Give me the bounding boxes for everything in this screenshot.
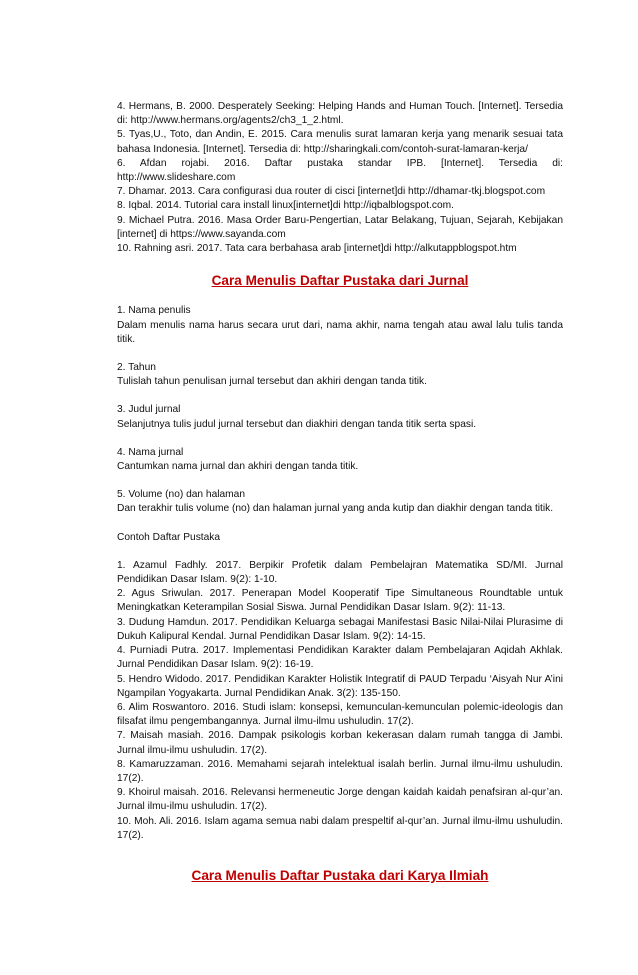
step-text: Tulislah tahun penulisan jurnal tersebut dan akhiri dengan tanda titik. bbox=[117, 376, 427, 388]
step-text: Cantumkan nama jurnal dan akhiri dengan tanda titik. bbox=[117, 461, 359, 473]
contoh-label: Contoh Daftar Pustaka bbox=[117, 531, 221, 543]
reference-item: 6. Afdan rojabi. 2016. Daftar pustaka standar IPB. [Internet]. Tersedia di: http://www.slideshare.com bbox=[117, 157, 563, 184]
example-item: 4. Purniadi Putra. 2017. Implementasi Pendidikan Karakter dalam Pembelajaran Aqidah Akhlak. Jurnal Pendidikan Dasar Islam. 9(2): 16-19. bbox=[117, 645, 563, 671]
reference-item: 8. Iqbal. 2014. Tutorial cara install linux[internet]di http://iqbalblogspot.com. bbox=[117, 200, 454, 212]
step-title: 2. Tahun bbox=[117, 362, 156, 374]
reference-item: 5. Tyas,U., Toto, dan Andin, E. 2015. Cara menulis surat lamaran kerja yang menarik sesuai tata bahasa Indonesia. [Internet]. Tersedia di: http://sharingkali.com/contoh-surat-lamaran-kerja/ bbox=[117, 129, 563, 155]
example-item: 2. Agus Sriwulan. 2017. Penerapan Model Kooperatif Tipe Simultaneous Roundtable untuk Meningkatkan Keterampilan Sosial Siswa. Jurnal Pendidikan Dasar Islam. 9(2): 11-13. bbox=[117, 588, 563, 614]
document-page bbox=[117, 100, 563, 883]
step-title: 1. Nama penulis bbox=[117, 305, 191, 317]
step-title: 3. Judul jurnal bbox=[117, 404, 181, 416]
reference-item: 10. Rahning asri. 2017. Tata cara berbahasa arab [internet]di http://alkutappblogspot.htm bbox=[117, 243, 517, 255]
reference-list-top bbox=[117, 100, 563, 256]
reference-item: 7. Dhamar. 2013. Cara configurasi dua router di cisci [internet]di http://dhamar-tkj.blogspot.com bbox=[117, 186, 546, 198]
reference-item: 4. Hermans, B. 2000. Desperately Seeking: Helping Hands and Human Touch. [Internet]. Tersedia di: http://www.hermans.org/agents2/ch3_1_2.html. bbox=[117, 101, 563, 127]
step-title: 4. Nama jurnal bbox=[117, 446, 184, 458]
step-text: Dan terakhir tulis volume (no) dan halaman jurnal yang anda kutip dan diakhir dengan tanda titik. bbox=[117, 503, 554, 515]
example-item: 7. Maisah masiah. 2016. Dampak psikologis korban kekerasan dalam rumah tangga di Jambi. Jurnal ilmu-ilmu ushuludin. 17(2). bbox=[117, 730, 563, 756]
step-title: 5. Volume (no) dan halaman bbox=[117, 489, 245, 501]
example-item: 8. Kamaruzzaman. 2016. Memahami sejarah intelektual isalah berlin. Jurnal ilmu-ilmu ushuludin. 17(2). bbox=[117, 758, 563, 784]
example-item: 6. Alim Roswantoro. 2016. Studi islam: konsepsi, kemunculan-kemunculan polemic-ideologis dan filsafat ilmu pengembangannya. Jurnal ilmu-ilmu ushuludin. 17(2). bbox=[117, 701, 563, 728]
example-item: 1. Azamul Fadhly. 2017. Berpikir Profetik dalam Pembelajran Matematika SD/MI. Jurnal Pendidikan Dasar Islam. 9(2): 1-10. bbox=[117, 559, 563, 586]
reference-item: 9. Michael Putra. 2016. Masa Order Baru-Pengertian, Latar Belakang, Tujuan, Sejarah, Kebijakan [internet] di https://www.sayanda.com bbox=[117, 214, 563, 240]
example-item: 10. Moh. Ali. 2016. Islam agama semua nabi dalam prespeltif al-qur’an. Jurnal ilmu-ilmu ushuludin. 17(2). bbox=[117, 815, 563, 841]
example-item: 9. Khoirul maisah. 2016. Relevansi hermeneutic Jorge dengan kaidah kaidah penafsiran al-qur’an. Jurnal ilmu-ilmu ushuludin. 17(2). bbox=[117, 787, 563, 813]
step-text: Dalam menulis nama harus secara urut dari, nama akhir, nama tengah atau awal lalu tulis tanda titik. bbox=[117, 319, 563, 345]
example-item: 3. Dudung Hamdun. 2017. Pendidikan Keluarga sebagai Manifestasi Basic Nilai-Nilai Plurasime di Dukuh Kalipural Kendal. Jurnal Pendidikan Dasar Islam. 9(2): 14-15. bbox=[117, 616, 563, 642]
steps-list bbox=[117, 304, 563, 530]
example-item: 5. Hendro Widodo. 2017. Pendidikan Karakter Holistik Integratif di PAUD Terpadu ‘Aisyah Nur A’ini Ngampilan Yogyakarta. Jurnal Pendidikan Anak. 3(2): 135-150. bbox=[117, 673, 563, 699]
section-heading-karya-ilmiah: Cara Menulis Daftar Pustaka dari Karya Ilmiah bbox=[191, 867, 489, 883]
example-list bbox=[117, 559, 563, 843]
section-heading-jurnal: Cara Menulis Daftar Pustaka dari Jurnal bbox=[211, 273, 469, 289]
step-text: Selanjutnya tulis judul jurnal tersebut dan diakhiri dengan tanda titik serta spasi. bbox=[117, 418, 477, 430]
